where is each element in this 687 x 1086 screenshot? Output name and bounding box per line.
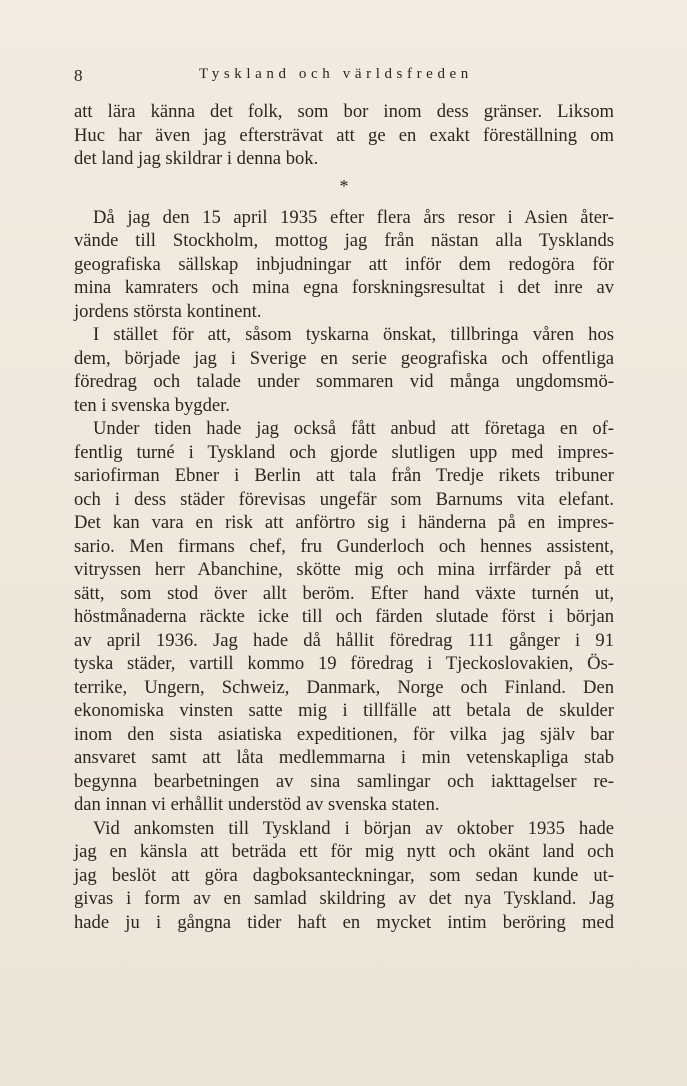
page-number: 8 [74,66,83,85]
text-line: sätt, som stod över allt beröm. Efter hand växte turnén ut, [74,582,614,604]
text-line: dem, började jag i Sverige en serie geografiska och offentliga [74,347,614,369]
text-line: Det kan vara en risk att anförtro sig i händerna på en impres- [74,512,614,533]
paragraph-4 [74,417,614,817]
text-line: Under tiden hade jag också fått anbud att företaga en of- [93,418,614,439]
text-line: av april 1936. Jag hade då hållit föredrag 111 gånger i 91 [74,629,614,651]
text-line: I stället för att, såsom tyskarna önskat, tillbringa våren hos [93,324,614,345]
text-line: vände till Stockholm, mottog jag från nästan alla Tysklands [74,230,614,251]
text-line: höstmånaderna räckte icke till och färden slutade först i början [74,606,614,627]
section-separator: * [339,175,349,196]
text-line: Vid ankomsten till Tyskland i början av oktober 1935 hade [93,817,614,839]
text-line: Huc har även jag eftersträvat att ge en exakt föreställning om [74,124,614,146]
text-line: och i dess städer förevisas ungefär som Barnums vita elefant. [74,488,614,510]
paragraph-1 [74,100,614,171]
text-line: jag beslöt att göra dagboksanteckningar, som sedan kunde ut- [74,864,614,886]
text-line: det land jag skildrar i denna bok. [74,148,319,169]
text-line: vitryssen herr Abanchine, skötte mig och mina irrfärder på ett [74,559,614,580]
text-line: sario. Men firmans chef, fru Gunderloch och hennes assistent, [74,535,614,557]
text-line: att lära känna det folk, som bor inom dess gränser. Liksom [74,101,614,122]
paragraph-2 [74,206,614,324]
text-line: inom den sista asiatiska expeditionen, för vilka jag själv bar [74,723,614,745]
text-line: Då jag den 15 april 1935 efter flera års resor i Asien åter- [93,206,614,228]
text-line: givas i form av en samlad skildring av det nya Tyskland. Jag [74,888,614,909]
text-line: föredrag och talade under sommaren vid många ungdomsmö- [74,371,614,392]
body-text [74,100,614,934]
text-line: fentlig turné i Tyskland och gjorde slutligen upp med impres- [74,441,614,463]
paragraph-5 [74,817,614,935]
text-line: jag en känsla att beträda ett för mig nytt och okänt land och [74,841,614,862]
text-line: ekonomiska vinsten satte mig i tillfälle att betala de skulder [74,700,614,721]
paragraph-3 [74,323,614,417]
text-line: jordens största kontinent. [74,300,262,322]
running-title: Tyskland och världsfreden [199,66,473,82]
text-line: terrike, Ungern, Schweiz, Danmark, Norge och Finland. Den [74,676,614,698]
text-line: ten i svenska bygder. [74,394,230,416]
text-line: dan innan vi erhållit understöd av svenska staten. [74,794,440,815]
text-line: tyska städer, vartill kommo 19 föredrag i Tjeckoslovakien, Ös- [74,653,614,674]
text-line: hade ju i gångna tider haft en mycket intim beröring med [74,911,614,933]
text-line: ansvaret samt att låta medlemmarna i min vetenskapliga stab [74,747,614,768]
page-header [74,66,614,88]
text-line: begynna bearbetningen av sina samlingar och iakttagelser re- [74,770,614,792]
text-line: mina kamraters och mina egna forskningsresultat i det inre av [74,277,614,298]
text-line: geografiska sällskap inbjudningar att inför dem redogöra för [74,253,614,275]
text-line: sariofirman Ebner i Berlin att tala från Tredje rikets tribuner [74,465,614,486]
